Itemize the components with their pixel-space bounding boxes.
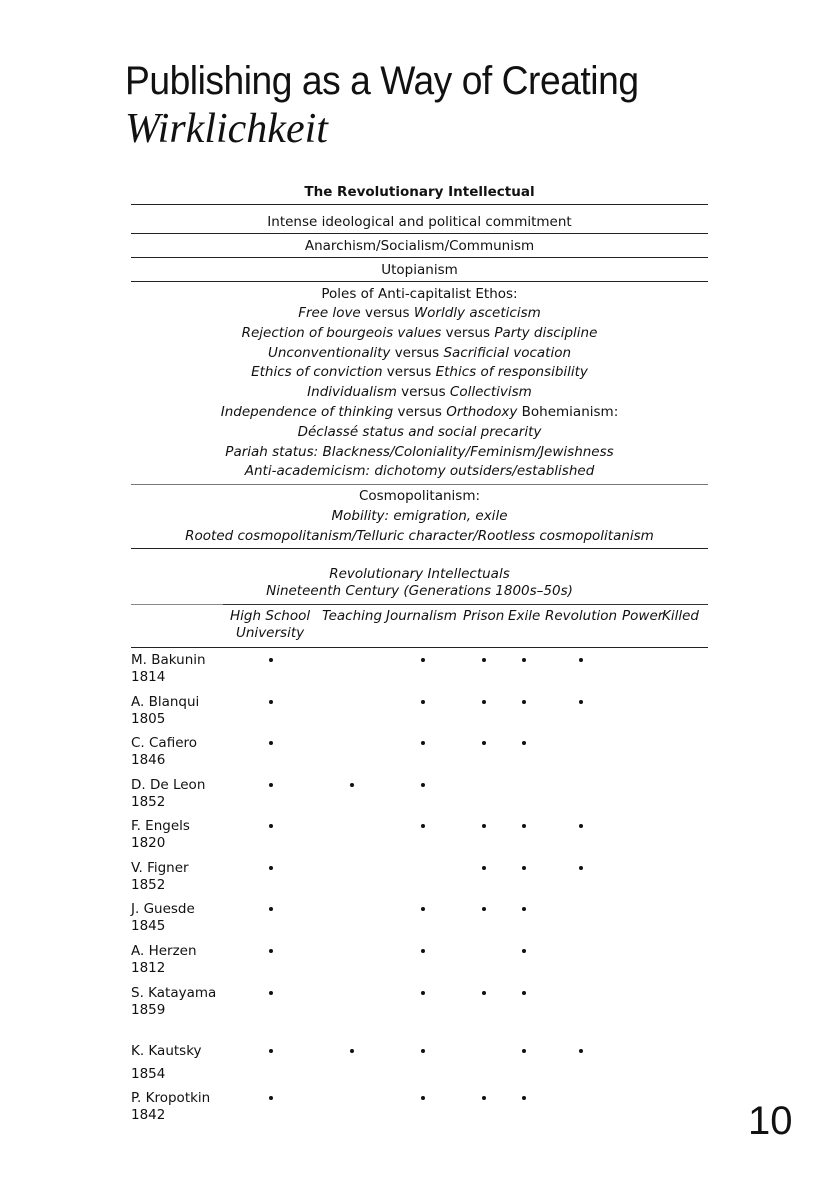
mark-dot xyxy=(350,1049,354,1053)
person-name: S. Katayama xyxy=(131,985,217,1001)
table-row-isms: Anarchism/Socialism/Communism xyxy=(304,238,535,254)
mark-dot xyxy=(269,700,273,704)
mark-dot xyxy=(421,1049,425,1053)
mark-dot xyxy=(350,783,354,787)
cosmo-heading: Cosmopolitanism: xyxy=(358,488,481,504)
person-name: V. Figner xyxy=(131,860,189,876)
person-name: D. De Leon xyxy=(131,777,206,793)
row-name-cell xyxy=(131,777,221,811)
pole-left: Free love xyxy=(298,305,361,321)
column-header xyxy=(230,608,310,642)
page-title-line1: Publishing as a Way of Creating xyxy=(125,59,639,103)
bohemian-item: Anti-academicism: dichotomy outsiders/established xyxy=(244,463,595,480)
mark-dot xyxy=(421,907,425,911)
mark-dot xyxy=(421,783,425,787)
table-rule xyxy=(131,484,708,485)
page-title-line2: Wirklichkeit xyxy=(125,106,328,152)
row-name-cell xyxy=(131,985,221,1019)
pole-tail: Bohemianism: xyxy=(517,404,619,420)
mark-dot xyxy=(482,991,486,995)
mark-dot xyxy=(482,907,486,911)
mark-dot xyxy=(269,824,273,828)
mark-dot xyxy=(579,866,583,870)
table-rule xyxy=(131,233,708,234)
pole-versus: versus xyxy=(396,384,450,401)
person-name: P. Kropotkin xyxy=(131,1090,211,1106)
bohemian-item: Déclassé status and social precarity xyxy=(297,423,542,440)
table-title: The Revolutionary Intellectual xyxy=(304,184,535,200)
pole-right: Party discipline xyxy=(494,324,598,341)
row-name-cell xyxy=(131,943,221,977)
mark-dot xyxy=(579,1049,583,1053)
person-name: A. Blanqui xyxy=(131,694,200,710)
pole-right: Sacrificial vocation xyxy=(443,344,572,361)
table-rule xyxy=(131,647,708,648)
row-name-cell xyxy=(131,818,221,852)
column-header xyxy=(386,608,457,625)
column-header-line1: Revolution xyxy=(545,608,618,624)
pole-right: Ethics of responsibility xyxy=(435,364,588,381)
pole-item xyxy=(131,383,708,402)
column-header xyxy=(545,608,617,625)
birth-year: 1852 xyxy=(131,877,166,893)
birth-year: 1812 xyxy=(131,960,166,976)
mark-dot xyxy=(522,700,526,704)
birth-year: 1842 xyxy=(131,1107,166,1123)
row-name-cell xyxy=(131,694,221,728)
row-name-cell xyxy=(131,901,221,935)
mark-dot xyxy=(269,1096,273,1100)
pole-right: Collectivism xyxy=(449,384,532,401)
birth-year: 1814 xyxy=(131,669,166,685)
person-name: J. Guesde xyxy=(131,901,195,917)
mark-dot xyxy=(421,658,425,662)
pole-right: Worldly asceticism xyxy=(413,305,541,321)
pole-versus: versus xyxy=(441,324,495,341)
mark-dot xyxy=(269,1049,273,1053)
page-number: 10 xyxy=(748,1099,793,1143)
mark-dot xyxy=(522,1096,526,1100)
row-name-cell xyxy=(131,735,221,769)
table-rule xyxy=(131,604,223,605)
row-name-cell xyxy=(131,1090,221,1124)
mark-dot xyxy=(269,741,273,745)
pole-item xyxy=(131,363,708,382)
person-name: A. Herzen xyxy=(131,943,197,959)
column-header xyxy=(463,608,504,625)
mark-dot xyxy=(269,907,273,911)
column-header-line1: Journalism xyxy=(386,608,457,624)
pole-versus: versus xyxy=(393,404,447,420)
birth-year: 1846 xyxy=(131,752,166,768)
column-header-line1: Exile xyxy=(508,608,541,624)
mark-dot xyxy=(269,783,273,787)
pole-left: Individualism xyxy=(307,384,397,401)
mark-dot xyxy=(482,658,486,662)
column-header-line1: Power xyxy=(622,608,664,624)
pole-item xyxy=(131,304,708,323)
person-name: F. Engels xyxy=(131,818,190,834)
cosmo-item: Rooted cosmopolitanism/Telluric character/Rootless cosmopolitanism xyxy=(185,528,654,544)
mark-dot xyxy=(421,700,425,704)
mark-dot xyxy=(269,866,273,870)
pole-item xyxy=(131,344,708,363)
pole-left: Independence of thinking xyxy=(220,404,394,420)
mark-dot xyxy=(421,949,425,953)
birth-year: 1845 xyxy=(131,918,166,934)
column-header xyxy=(622,608,663,625)
mark-dot xyxy=(421,991,425,995)
birth-year: 1852 xyxy=(131,794,166,810)
mark-dot xyxy=(482,700,486,704)
birth-year: 1805 xyxy=(131,711,166,727)
table-rule xyxy=(131,257,708,258)
table-row-commitment: Intense ideological and political commitment xyxy=(267,214,572,230)
table-rule xyxy=(131,548,708,549)
table-rule xyxy=(131,204,708,205)
table-rule xyxy=(131,281,708,282)
pole-versus: versus xyxy=(360,305,414,321)
mark-dot xyxy=(522,741,526,745)
pole-versus: versus xyxy=(382,364,436,381)
bohemian-item: Pariah status: Blackness/Coloniality/Feminism/Jewishness xyxy=(225,443,614,460)
mark-dot xyxy=(421,824,425,828)
column-header-line2: University xyxy=(236,625,305,641)
mark-dot xyxy=(579,824,583,828)
mark-dot xyxy=(482,824,486,828)
mark-dot xyxy=(579,658,583,662)
table2-title-line1: Revolutionary Intellectuals xyxy=(329,566,510,582)
row-name-cell xyxy=(131,860,221,894)
mark-dot xyxy=(522,1049,526,1053)
pole-left: Rejection of bourgeois values xyxy=(241,324,442,341)
column-header-line1: High School xyxy=(230,608,311,624)
cosmo-item: Mobility: emigration, exile xyxy=(331,508,508,524)
column-header xyxy=(322,608,382,625)
row-name-cell xyxy=(131,652,221,686)
person-name: M. Bakunin xyxy=(131,652,206,668)
pole-versus: versus xyxy=(390,344,444,361)
column-header xyxy=(662,608,699,625)
mark-dot xyxy=(421,1096,425,1100)
mark-dot xyxy=(269,991,273,995)
mark-dot xyxy=(269,658,273,662)
row-name-cell xyxy=(131,1043,221,1083)
column-header-line1: Killed xyxy=(662,608,699,624)
person-name: C. Cafiero xyxy=(131,735,198,751)
column-header xyxy=(508,608,540,625)
pole-item xyxy=(131,403,708,422)
mark-dot xyxy=(522,866,526,870)
mark-dot xyxy=(522,949,526,953)
mark-dot xyxy=(522,991,526,995)
birth-year: 1859 xyxy=(131,1002,166,1018)
mark-dot xyxy=(579,700,583,704)
pole-right: Orthodoxy xyxy=(446,404,518,420)
mark-dot xyxy=(482,1096,486,1100)
mark-dot xyxy=(269,949,273,953)
birth-year: 1820 xyxy=(131,835,166,851)
pole-left: Unconventionality xyxy=(267,344,391,361)
birth-year: 1854 xyxy=(131,1066,166,1082)
mark-dot xyxy=(421,741,425,745)
mark-dot xyxy=(522,907,526,911)
pole-item xyxy=(131,324,708,343)
mark-dot xyxy=(482,866,486,870)
mark-dot xyxy=(522,658,526,662)
table-rule xyxy=(223,604,708,605)
table2-title-line2: Nineteenth Century (Generations 1800s–50s) xyxy=(266,583,573,599)
mark-dot xyxy=(522,824,526,828)
mark-dot xyxy=(482,741,486,745)
person-name: K. Kautsky xyxy=(131,1043,202,1059)
pole-left: Ethics of conviction xyxy=(251,364,383,381)
poles-heading: Poles of Anti-capitalist Ethos: xyxy=(321,286,518,302)
column-header-line1: Prison xyxy=(463,608,505,624)
table-row-utopianism: Utopianism xyxy=(381,262,458,278)
column-header-line1: Teaching xyxy=(322,608,383,624)
